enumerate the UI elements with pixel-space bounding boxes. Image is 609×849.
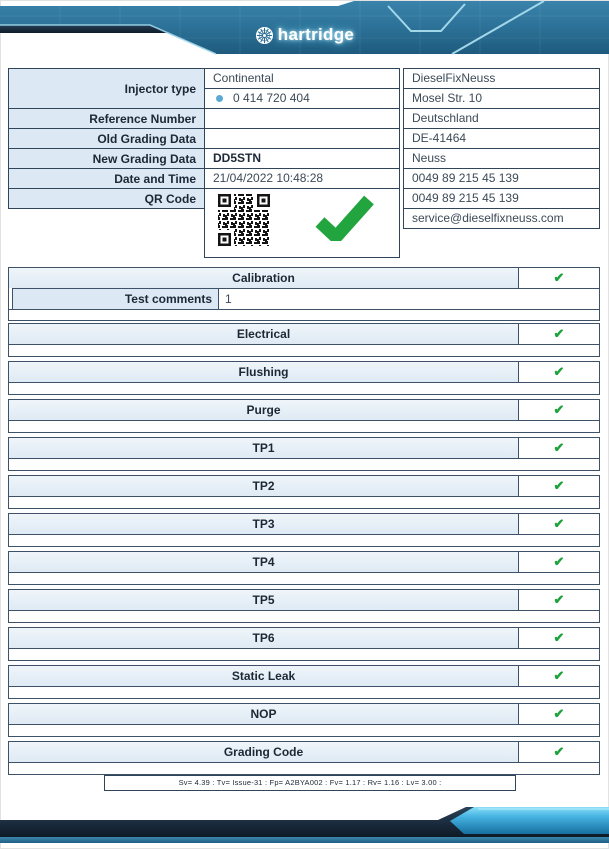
- new-grading-data-value: DD5STN: [205, 149, 399, 169]
- qr-code-row: [205, 189, 399, 260]
- qr-code-image: [217, 193, 271, 247]
- injector-part-number-value: 0 414 720 404: [233, 91, 310, 105]
- result-pass-check-icon: [311, 195, 377, 241]
- section-title: Purge: [246, 403, 281, 417]
- section-empty-row: [9, 496, 599, 508]
- section-status-cell: [518, 742, 599, 762]
- section-status-cell: [518, 514, 599, 534]
- pass-check-icon: ✔: [553, 402, 565, 417]
- section-empty-row: [9, 762, 599, 774]
- section-tp3: [8, 513, 600, 547]
- section-status-cell: [518, 438, 599, 458]
- section-empty-row: [9, 420, 599, 432]
- bottom-banner: [0, 798, 609, 849]
- section-nop: [8, 703, 600, 737]
- section-status-cell: [518, 324, 599, 344]
- section-title: Grading Code: [223, 745, 304, 759]
- section-status-cell: [518, 362, 599, 382]
- section-purge: [8, 399, 600, 433]
- section-title: TP5: [252, 593, 275, 607]
- section-status-cell: [518, 628, 599, 648]
- section-header: [9, 704, 599, 724]
- pass-check-icon: ✔: [553, 440, 565, 455]
- section-title: TP4: [252, 555, 275, 569]
- section-tp2: [8, 475, 600, 509]
- pass-check-icon: ✔: [553, 668, 565, 683]
- section-title: NOP: [250, 707, 277, 721]
- pass-check-icon: ✔: [553, 630, 565, 645]
- section-header: [9, 362, 599, 382]
- brand-logo: [0, 25, 609, 48]
- section-header: [9, 324, 599, 344]
- pass-check-icon: ✔: [553, 478, 565, 493]
- section-calibration: [8, 267, 600, 321]
- section-empty-row: [9, 648, 599, 660]
- section-status-cell: [518, 552, 599, 572]
- injector-info-values: [204, 68, 400, 258]
- part-number-bullet-icon: [216, 95, 223, 102]
- section-tp1: [8, 437, 600, 471]
- section-empty-row: [9, 610, 599, 622]
- section-status-cell: [518, 476, 599, 496]
- section-header: [9, 514, 599, 534]
- contact-phone-2: 0049 89 215 45 139: [404, 189, 599, 209]
- injector-info-labels: [8, 68, 205, 209]
- section-header: [9, 628, 599, 648]
- footer-version-box: [104, 775, 516, 791]
- section-status-cell: [518, 666, 599, 686]
- section-title: Static Leak: [231, 669, 296, 683]
- info-label-qr-code: QR Code: [8, 188, 205, 209]
- injector-make-value: Continental: [205, 69, 399, 89]
- pass-check-icon: ✔: [553, 516, 565, 531]
- section-header: [9, 742, 599, 762]
- info-label-reference-number: Reference Number: [8, 108, 205, 129]
- section-empty-row: [9, 458, 599, 470]
- brand-name: hartridge: [277, 25, 355, 44]
- test-comments-row: [12, 288, 599, 309]
- section-title: Flushing: [238, 365, 289, 379]
- section-empty-row: [9, 724, 599, 736]
- section-header: [9, 666, 599, 686]
- contact-phone-1: 0049 89 215 45 139: [404, 169, 599, 189]
- test-comments-label: Test comments: [12, 289, 219, 309]
- info-label-new-grading-data: New Grading Data: [8, 148, 205, 169]
- section-grading-code: [8, 741, 600, 775]
- pass-check-icon: ✔: [553, 706, 565, 721]
- pass-check-icon: ✔: [553, 326, 565, 341]
- workshop-contact-table: [403, 68, 600, 229]
- contact-street: Mosel Str. 10: [404, 89, 599, 109]
- section-status-cell: [518, 400, 599, 420]
- section-status-cell: [518, 590, 599, 610]
- section-empty-row: [9, 382, 599, 394]
- section-header: [9, 268, 599, 288]
- pass-check-icon: ✔: [553, 554, 565, 569]
- section-header: [9, 476, 599, 496]
- reference-number-value: [205, 109, 399, 129]
- pass-check-icon: ✔: [553, 364, 565, 379]
- pass-check-icon: ✔: [553, 744, 565, 759]
- section-static-leak: [8, 665, 600, 699]
- section-tp5: [8, 589, 600, 623]
- old-grading-data-value: [205, 129, 399, 149]
- section-status-cell: [518, 704, 599, 724]
- section-title: TP3: [252, 517, 275, 531]
- section-title: TP1: [252, 441, 275, 455]
- gear-logo-icon: [255, 26, 274, 45]
- test-comments-value: 1: [225, 292, 232, 306]
- section-header: [9, 552, 599, 572]
- pass-check-icon: ✔: [553, 270, 565, 285]
- section-empty-row: [9, 572, 599, 584]
- section-title: TP2: [252, 479, 275, 493]
- section-empty-row: [9, 686, 599, 698]
- info-label-injector-type: Injector type: [8, 68, 205, 109]
- pass-check-icon: ✔: [553, 592, 565, 607]
- contact-company: DieselFixNeuss: [404, 69, 599, 89]
- section-tp6: [8, 627, 600, 661]
- section-empty-row: [9, 344, 599, 356]
- section-header: [9, 438, 599, 458]
- contact-country: Deutschland: [404, 109, 599, 129]
- date-and-time-value: 21/04/2022 10:48:28: [205, 169, 399, 189]
- section-flushing: [8, 361, 600, 395]
- section-empty-row: [9, 534, 599, 546]
- section-empty-row: [9, 309, 599, 320]
- contact-email: service@dieselfixneuss.com: [412, 211, 564, 225]
- section-title: Electrical: [236, 327, 291, 341]
- section-electrical: [8, 323, 600, 357]
- section-header: [9, 590, 599, 610]
- section-title: Calibration: [232, 271, 295, 285]
- injector-part-number-row: [205, 89, 399, 109]
- section-title: TP6: [252, 631, 275, 645]
- contact-postcode: DE-41464: [404, 129, 599, 149]
- info-label-old-grading-data: Old Grading Data: [8, 128, 205, 149]
- contact-city: Neuss: [404, 149, 599, 169]
- version-line: Sv= 4.39 : Tv= Issue-31 : Fp= A2BYA002 : Fv= 1.17 : Rv= 1.16 : Lv= 3.00 :: [178, 778, 442, 787]
- section-tp4: [8, 551, 600, 585]
- info-label-date-and-time: Date and Time: [8, 168, 205, 189]
- section-header: [9, 400, 599, 420]
- section-status-cell: [518, 268, 599, 288]
